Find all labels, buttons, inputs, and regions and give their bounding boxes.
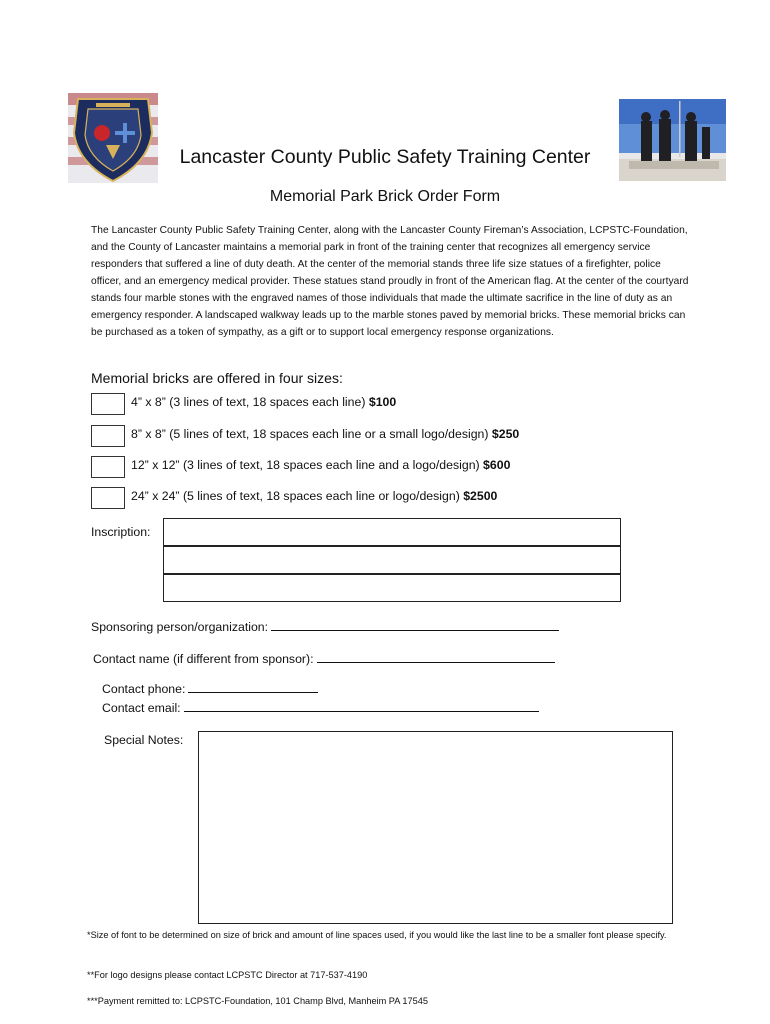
size-option-label: 4” x 8” (3 lines of text, 18 spaces each line) $100 [131,395,397,409]
size-price: $250 [491,427,520,441]
size-price: $600 [483,458,511,472]
contact-email-field [102,699,539,715]
inscription-line-1[interactable] [163,518,621,546]
intro-paragraph: The Lancaster County Public Safety Training Center, along with the Lancaster County Fireman’s Association, LCPSTC-Foundation, and the County of Lancaster maintains a memorial park in front of the training center that recognizes all emergency service responders that suffered a line of duty death. At the center of the memorial stands three life size statues of a firefighter, police officer, and an emergency medical provider. These statues stand proudly in front of the American flag. At the center of the courtyard stands four marble stones with the engraved names of those individuals that made the ultimate sacrifice in the line of duty as an emergency responder. A landscaped walkway leads up to the marble stones paved by memorial bricks. These memorial bricks can be purchased as a token of sympathy, as a gift or to support local emergency response organizations. [91,225,689,338]
size-price: $2500 [463,489,498,503]
organization-title: Lancaster County Public Safety Training Center [179,146,591,168]
size-checkbox-24x24[interactable] [91,487,125,509]
contact-phone-label: Contact phone: [102,682,186,696]
size-checkbox-12x12[interactable] [91,456,125,478]
font-footnote: *Size of font to be determined on size of brick and amount of line spaces used, if you would like the last line to be a smaller font please specify. [87,930,667,940]
sponsor-field [91,618,559,634]
contact-phone-input[interactable] [188,680,318,693]
special-notes-label: Special Notes: [104,733,184,747]
contact-name-field [93,650,555,666]
contact-phone-field [102,680,318,696]
county-safety-seal-icon [68,93,158,183]
contact-name-input[interactable] [317,650,555,663]
payment-footnote: ***Payment remitted to: LCPSTC-Foundation, 101 Champ Blvd, Manheim PA 17545 [87,996,428,1006]
inscription-line-3[interactable] [163,574,621,602]
logo-footnote: **For logo designs please contact LCPSTC Director at 717-537-4190 [87,970,368,980]
size-option-label: 12” x 12” (3 lines of text, 18 spaces each line and a logo/design) $600 [131,458,511,472]
contact-email-input[interactable] [184,699,539,712]
contact-name-label: Contact name (if different from sponsor): [93,652,314,666]
size-option-label: 8” x 8” (5 lines of text, 18 spaces each line or a small logo/design) $250 [131,427,520,441]
size-checkbox-8x8[interactable] [91,425,125,447]
contact-email-label: Contact email: [102,701,181,715]
sponsor-input[interactable] [271,618,559,631]
sizes-heading: Memorial bricks are offered in four sizes: [91,370,343,386]
form-title: Memorial Park Brick Order Form [269,188,501,205]
sponsor-label: Sponsoring person/organization: [91,620,269,634]
special-notes-input[interactable] [198,731,673,924]
size-checkbox-4x8[interactable] [91,393,125,415]
inscription-line-2[interactable] [163,546,621,574]
size-option-label: 24” x 24” (5 lines of text, 18 spaces each line or logo/design) $2500 [131,489,498,503]
size-price: $100 [368,395,397,409]
inscription-label: Inscription: [91,525,151,539]
